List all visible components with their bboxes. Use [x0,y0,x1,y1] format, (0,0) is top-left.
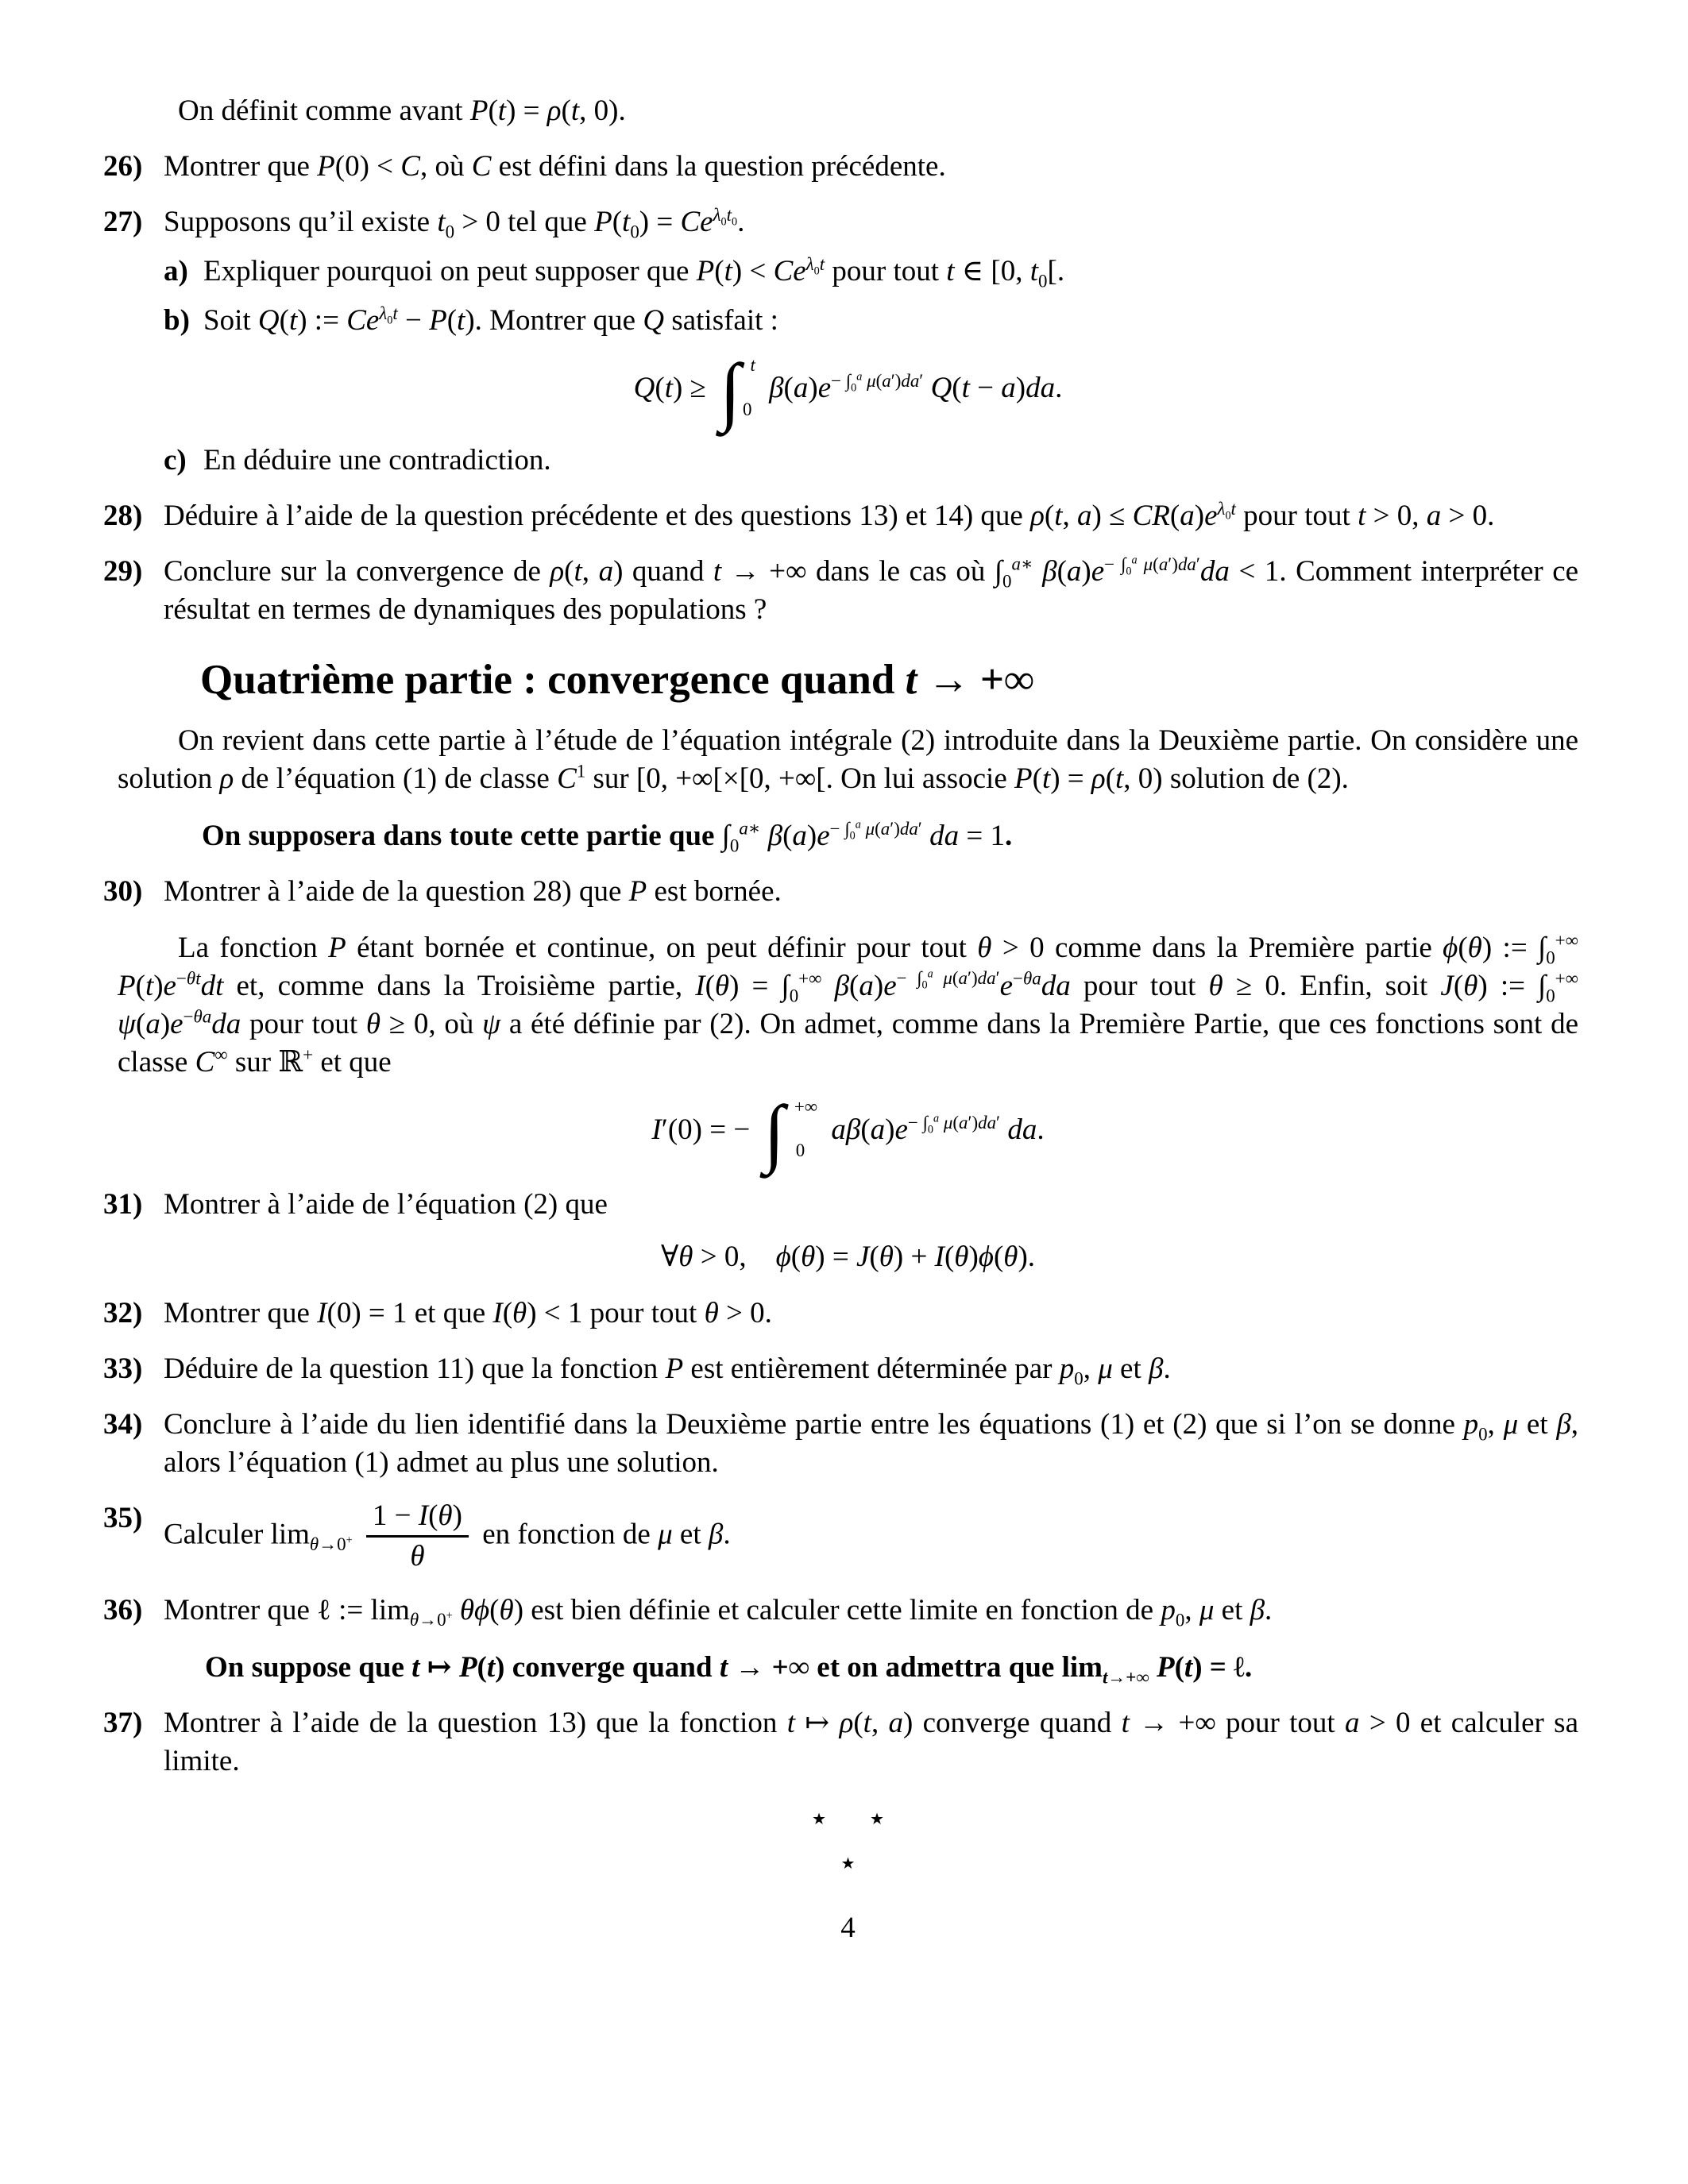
question-27-number: 27) [103,206,143,239]
question-27c [164,442,1578,480]
star-row [118,1845,1578,1882]
question-37 [103,1704,1578,1781]
question-31-number: 31) [103,1188,143,1221]
question-26-body: Montrer que P(0) < C, où C est défini dans la question précédente. [164,150,946,183]
question-32-body: Montrer que I(0) = 1 et que I(θ) < 1 pour tout θ > 0. [164,1296,772,1329]
question-30-number: 30) [103,875,143,909]
question-28-body: Déduire à l’aide de la question précédente et des questions 13) et 14) que ρ(t, $a) \le CR(a)e^{\lambda_0t}$ pour tout t > 0, a > 0. [164,498,1495,532]
question-27b [164,302,1578,340]
section-heading: Quatrième partie : convergence quand t → +∞ [200,657,1034,704]
question-31-body: Montrer à l’aide de l’équation (2) que [164,1188,608,1221]
question-27a-label: a) [164,255,188,288]
display-equation-Q: Q(t) ≥ ∫ t 0 $\beta(a)e^{- \int_0^a \mu(a')da'}$ Q(t − a)da. [633,348,1063,434]
question-34-number: 34) [103,1407,143,1441]
question-34-body: Conclure à l’aide du lien identifié dans la Deuxième partie entre les équations (1) et (2) que si l’on se donne $p_0$, μ et β, alors l’équation (1) admet au plus une solution. [164,1407,1579,1479]
question-29-number: 29) [103,555,143,588]
part4-intro-paragraph: On revient dans cette partie à l’étude de l’équation intégrale (2) introduite dans la Deuxième partie. On considère une solution ρ de l’équation (1) de classe $C^1$ sur [0, +∞[×[0, +∞[. On lui associe P(t) = ρ(t, 0) solution de (2). [118,724,1578,796]
question-27-body: Supposons qu’il existe $t_0 > 0$ tel que $P(t_0) = Ce^{\lambda_0t_0}$. [164,204,745,242]
question-31 [103,1186,1578,1224]
question-27 [103,203,1578,241]
star-icon: ⋆ [837,1845,859,1882]
display-equation-Iprime: I′(0) = − ∫ +∞ 0 $a\beta(a)e^{- \int_0^a \mu(a')da'}$ da. [651,1089,1045,1175]
star-row [118,1800,1578,1838]
question-35-body: Calculer $\lim_{\theta\to 0^+}$ $\frac{1 - I(\theta)}{\theta}$ en fonction de μ et β. [164,1499,731,1573]
star-icon: ⋆ [809,1800,829,1838]
question-26 [103,148,1578,186]
definitions-paragraph: La fonction P étant bornée et continue, on peut définir pour tout θ > 0 comme dans la Première partie ϕ(θ) := $\int_0^{+\infty}$ $P(t)e^{-\theta t}dt$ et, comme dans la Troisième partie, $I(\theta) = \int_0^{+\infty}$ $\beta(a)e^{- \int_0^a \mu(a')da'}e^{-\theta a}da$ pour tout θ ≥ 0. Enfin, soit J(θ) := $\int_0^{+\infty}$ $\psi(a)e^{-\theta a}da$ pour tout θ ≥ 0, où ψ a été définie par (2). On admet, comme dans la Première Partie, que ces fonctions sont de classe C∞ sur ℝ+ et que [118,930,1579,1078]
question-35 [103,1499,1578,1574]
question-36 [103,1592,1578,1630]
question-27c-label: c) [164,443,187,477]
question-32 [103,1295,1578,1333]
question-34 [103,1406,1578,1482]
question-35-number: 35) [103,1501,143,1534]
question-27c-body: En déduire une contradiction. [203,443,551,477]
question-28 [103,497,1578,535]
question-33 [103,1350,1578,1388]
display-equation-phi: ∀θ > 0, ϕ(θ) = J(θ) + I(θ)ϕ(θ). [660,1241,1036,1274]
question-37-number: 37) [103,1707,143,1740]
question-32-number: 32) [103,1296,143,1329]
question-29 [103,553,1578,629]
page-number: 4 [840,1912,856,1945]
question-27b-label: b) [164,304,190,338]
star-icon: ⋆ [867,1800,887,1838]
question-26-number: 26) [103,150,143,183]
end-ornament [118,1800,1578,1882]
question-27b-body: Soit Q(t) := $Ce^{\lambda_0t} - P(t)$. Montrer que Q satisfait : [203,303,778,338]
question-36-body: Montrer que ℓ := $\lim_{\theta\to 0^+} \theta\phi(\theta)$ est bien définie et calculer cette limite en fonction de $p_0$, μ et β. [164,1593,1273,1630]
question-37-body: Montrer à l’aide de la question 13) que la fonction t ↦ ρ(t, a) converge quand t → +∞ pour tout a > 0 et calculer sa limite. [164,1707,1578,1778]
question-33-number: 33) [103,1352,143,1385]
question-29-body: Conclure sur la convergence de ρ(t, a) quand t → +∞ dans le cas où $\int_0^{a∗}$ $\beta(a)e^{- \int_0^a \mu(a')da'}da < 1$. Comment interpréter ce résultat en termes de dynamiques des populations ? [164,554,1579,627]
question-27a-body: Expliquer pourquoi on peut supposer que $P(t) < Ce^{\lambda_0t}$ pour tout t ∈ [0, $t_0$[. [203,253,1065,291]
convergence-assumption-statement: On suppose que t ↦ P(t) converge quand t → +∞ et on admettra que $\lim_{t\to+\infty} P(t)$ = ℓ. [205,1651,1253,1688]
question-33-body: Déduire de la question 11) que la fonction P est entièrement déterminée par $p_0$, μ et β. [164,1352,1171,1388]
question-36-number: 36) [103,1593,143,1626]
question-30-body: Montrer à l’aide de la question 28) que P est bornée. [164,875,782,909]
intro-paragraph: On définit comme avant P(t) = ρ(t, 0). [178,95,626,127]
question-27a [164,253,1578,291]
question-28-number: 28) [103,499,143,532]
question-30 [103,873,1578,911]
assumption-statement: On supposera dans toute cette partie que $\int_0^{a∗}$ $\beta(a)e^{- \int_0^a \mu(a')da'}$ da = 1. [202,818,1013,856]
